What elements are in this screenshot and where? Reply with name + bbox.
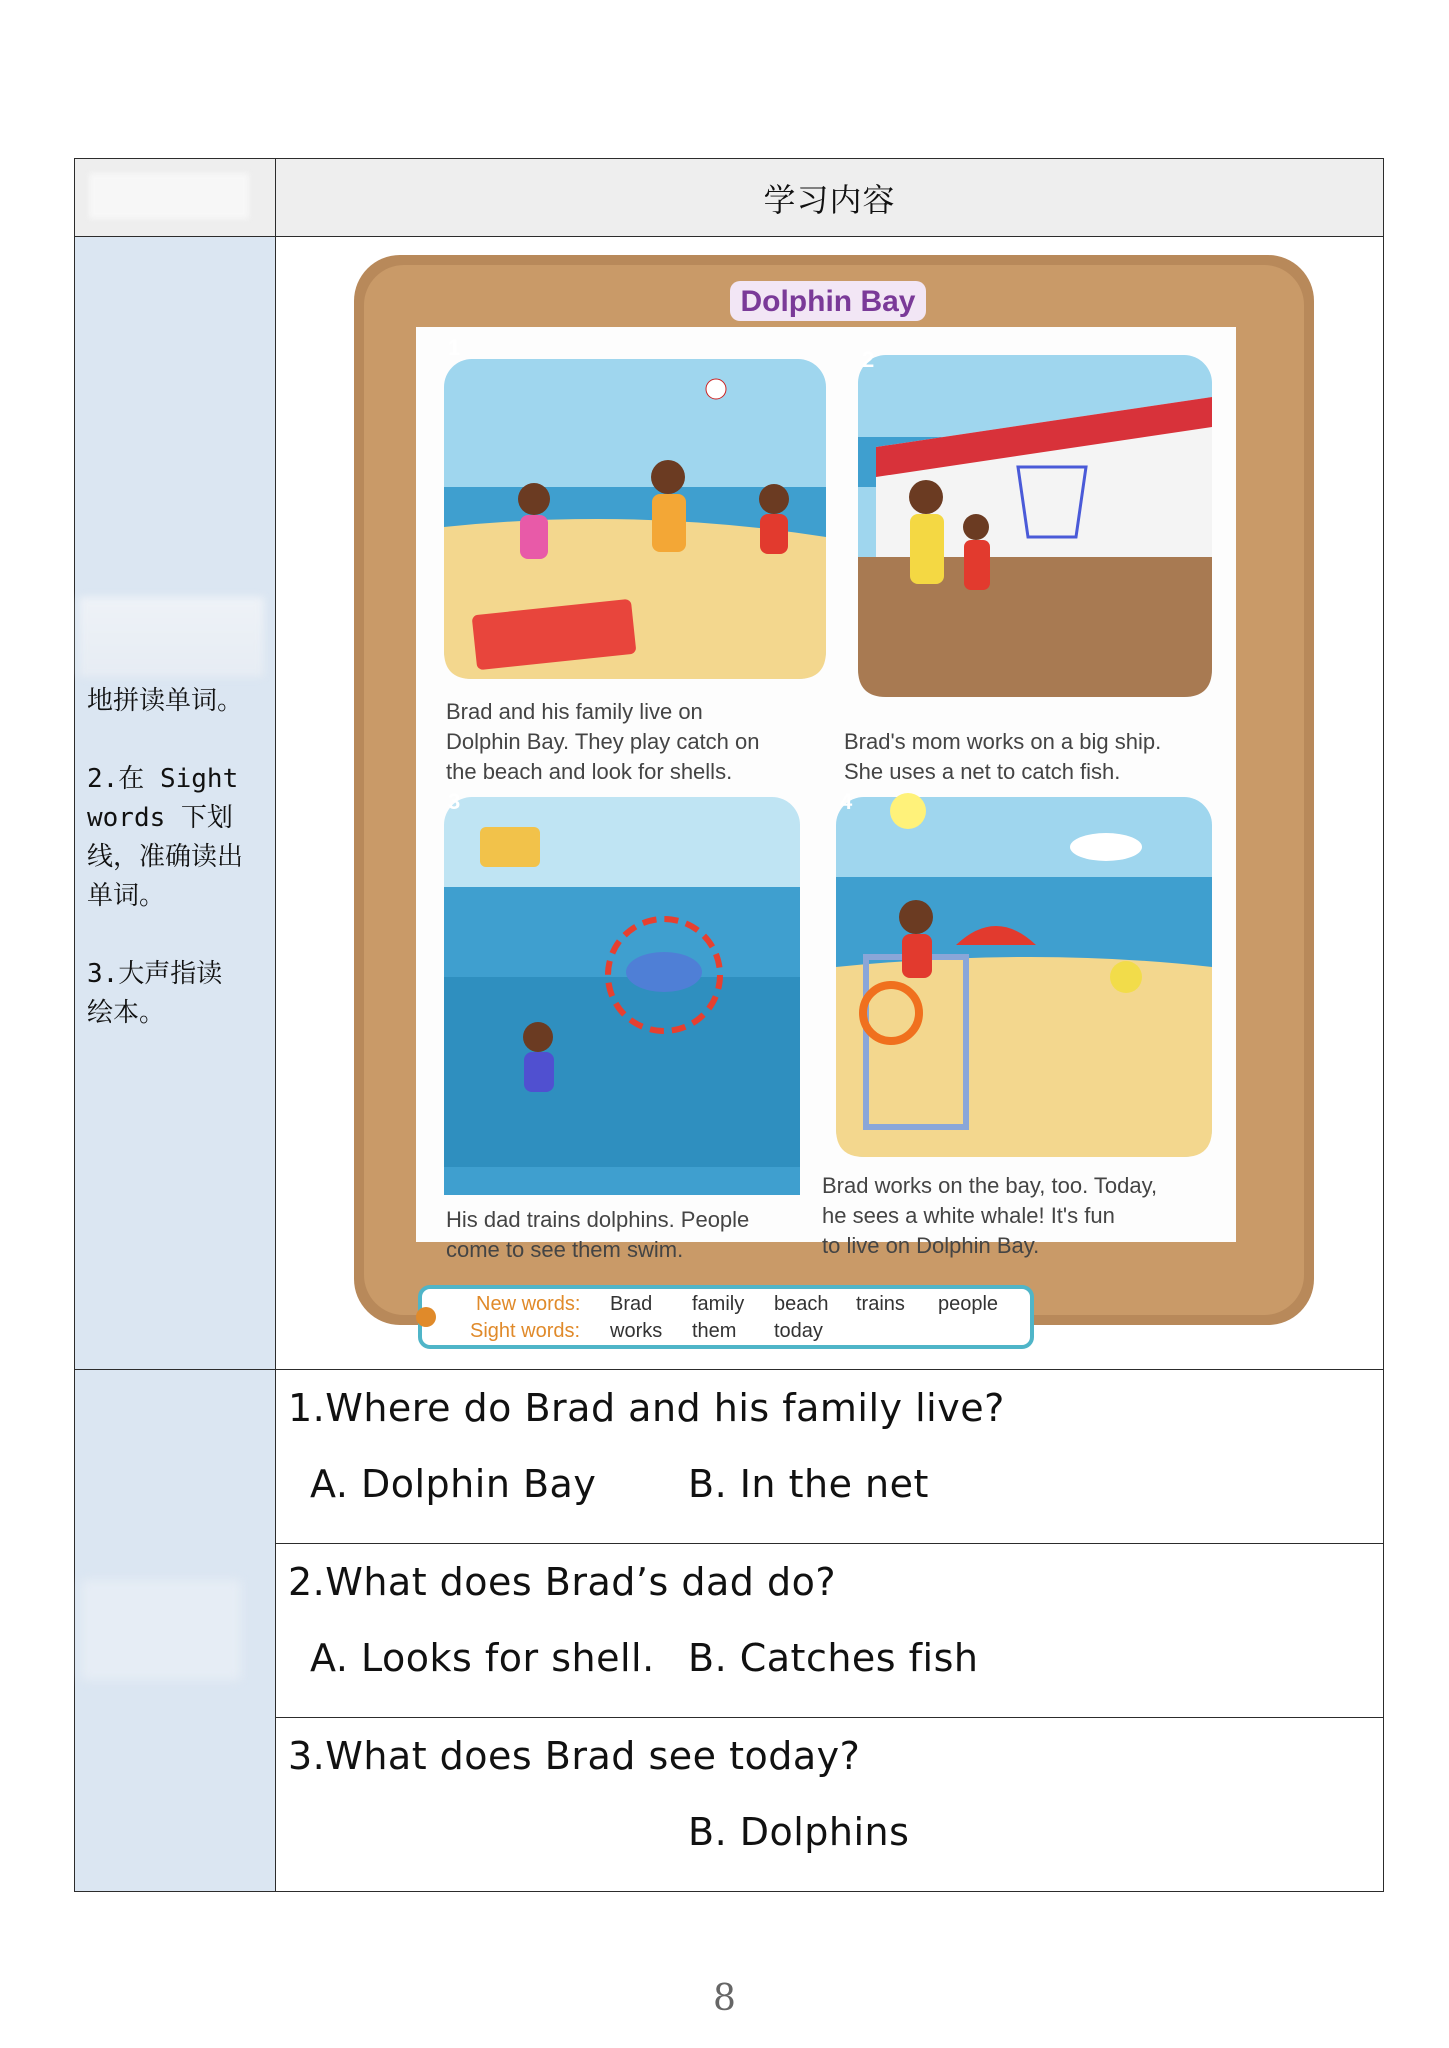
- new-words-label: New words:: [476, 1293, 581, 1315]
- header-left-cell: [75, 159, 276, 237]
- sight-word-3: today: [774, 1320, 823, 1342]
- header-title: 学习内容: [276, 159, 1384, 237]
- panel-2-number: 2: [862, 347, 875, 372]
- question-1-text: 1.Where do Brad and his family live?: [288, 1386, 1005, 1430]
- panel-4-caption-line-2: he sees a white whale! It's fun: [822, 1203, 1115, 1228]
- panel-3-caption-line-2: come to see them swim.: [446, 1237, 684, 1262]
- new-word-3: beach: [774, 1293, 829, 1315]
- steps-cell: [75, 237, 276, 1370]
- redacted-area: [81, 1580, 241, 1680]
- question-2-option-a[interactable]: A. Looks for shell.: [310, 1636, 655, 1680]
- sight-word-1: works: [610, 1320, 663, 1342]
- storybook-page: [276, 237, 1384, 1365]
- question-2-text: 2.What does Brad’s dad do?: [288, 1560, 837, 1604]
- panel-4-caption-line-3: to live on Dolphin Bay.: [822, 1233, 1040, 1258]
- redacted-area: [89, 173, 249, 219]
- steps-list: [87, 682, 272, 1072]
- new-word-5: people: [938, 1293, 999, 1315]
- panel-3-caption-line-1: His dad trains dolphins. People: [446, 1207, 750, 1232]
- panel-4-illustration: [836, 793, 1212, 1157]
- question-3-text: 3.What does Brad see today?: [288, 1734, 861, 1778]
- book-title: Dolphin Bay: [740, 285, 916, 318]
- panel-2-caption-line-1: Brad's mom works on a big ship.: [844, 729, 1162, 754]
- new-word-2: family: [692, 1293, 745, 1315]
- new-word-4: trains: [856, 1293, 905, 1315]
- question-3-option-b[interactable]: B. Dolphins: [688, 1810, 910, 1854]
- panel-4-caption-line-1: Brad works on the bay, too. Today,: [822, 1173, 1158, 1198]
- question-1-option-b[interactable]: B. In the net: [688, 1462, 929, 1506]
- panel-2-caption-line-2: She uses a net to catch fish.: [844, 759, 1121, 784]
- question-1-option-a[interactable]: A. Dolphin Bay: [310, 1462, 597, 1506]
- sight-word-2: them: [692, 1320, 737, 1342]
- panel-1-number: 1: [448, 335, 461, 360]
- step-3: 3.大声指读 绘本。: [87, 959, 223, 1028]
- question-2: [276, 1544, 1384, 1718]
- step-2: 2.在 Sight words 下划 线，准确读出 单词。: [87, 764, 244, 911]
- panel-1-illustration: [444, 359, 826, 679]
- page-number: 8: [713, 1978, 736, 2019]
- step-1-tail: 地拼读单词。: [87, 686, 244, 716]
- new-word-1: Brad: [610, 1293, 653, 1315]
- panel-1-caption-line-1: Brad and his family live on: [446, 699, 703, 724]
- panel-1-caption-line-3: the beach and look for shells.: [446, 759, 733, 784]
- lesson-grid: [74, 158, 1384, 1892]
- questions-left-cell: [75, 1370, 276, 1892]
- question-2-option-b[interactable]: B. Catches fish: [688, 1636, 979, 1680]
- question-3: [276, 1718, 1384, 1892]
- redacted-area: [79, 597, 264, 677]
- panel-2-illustration: [858, 355, 1212, 697]
- storybook-cell: [276, 237, 1384, 1370]
- panel-1-caption-line-2: Dolphin Bay. They play catch on: [446, 729, 760, 754]
- sight-words-label: Sight words:: [470, 1320, 581, 1342]
- worksheet-table: [74, 158, 1384, 1912]
- panel-4-number: 4: [840, 789, 853, 814]
- question-1: [276, 1370, 1384, 1544]
- panel-3-number: 3: [448, 789, 461, 814]
- panel-3-illustration: [444, 797, 800, 1195]
